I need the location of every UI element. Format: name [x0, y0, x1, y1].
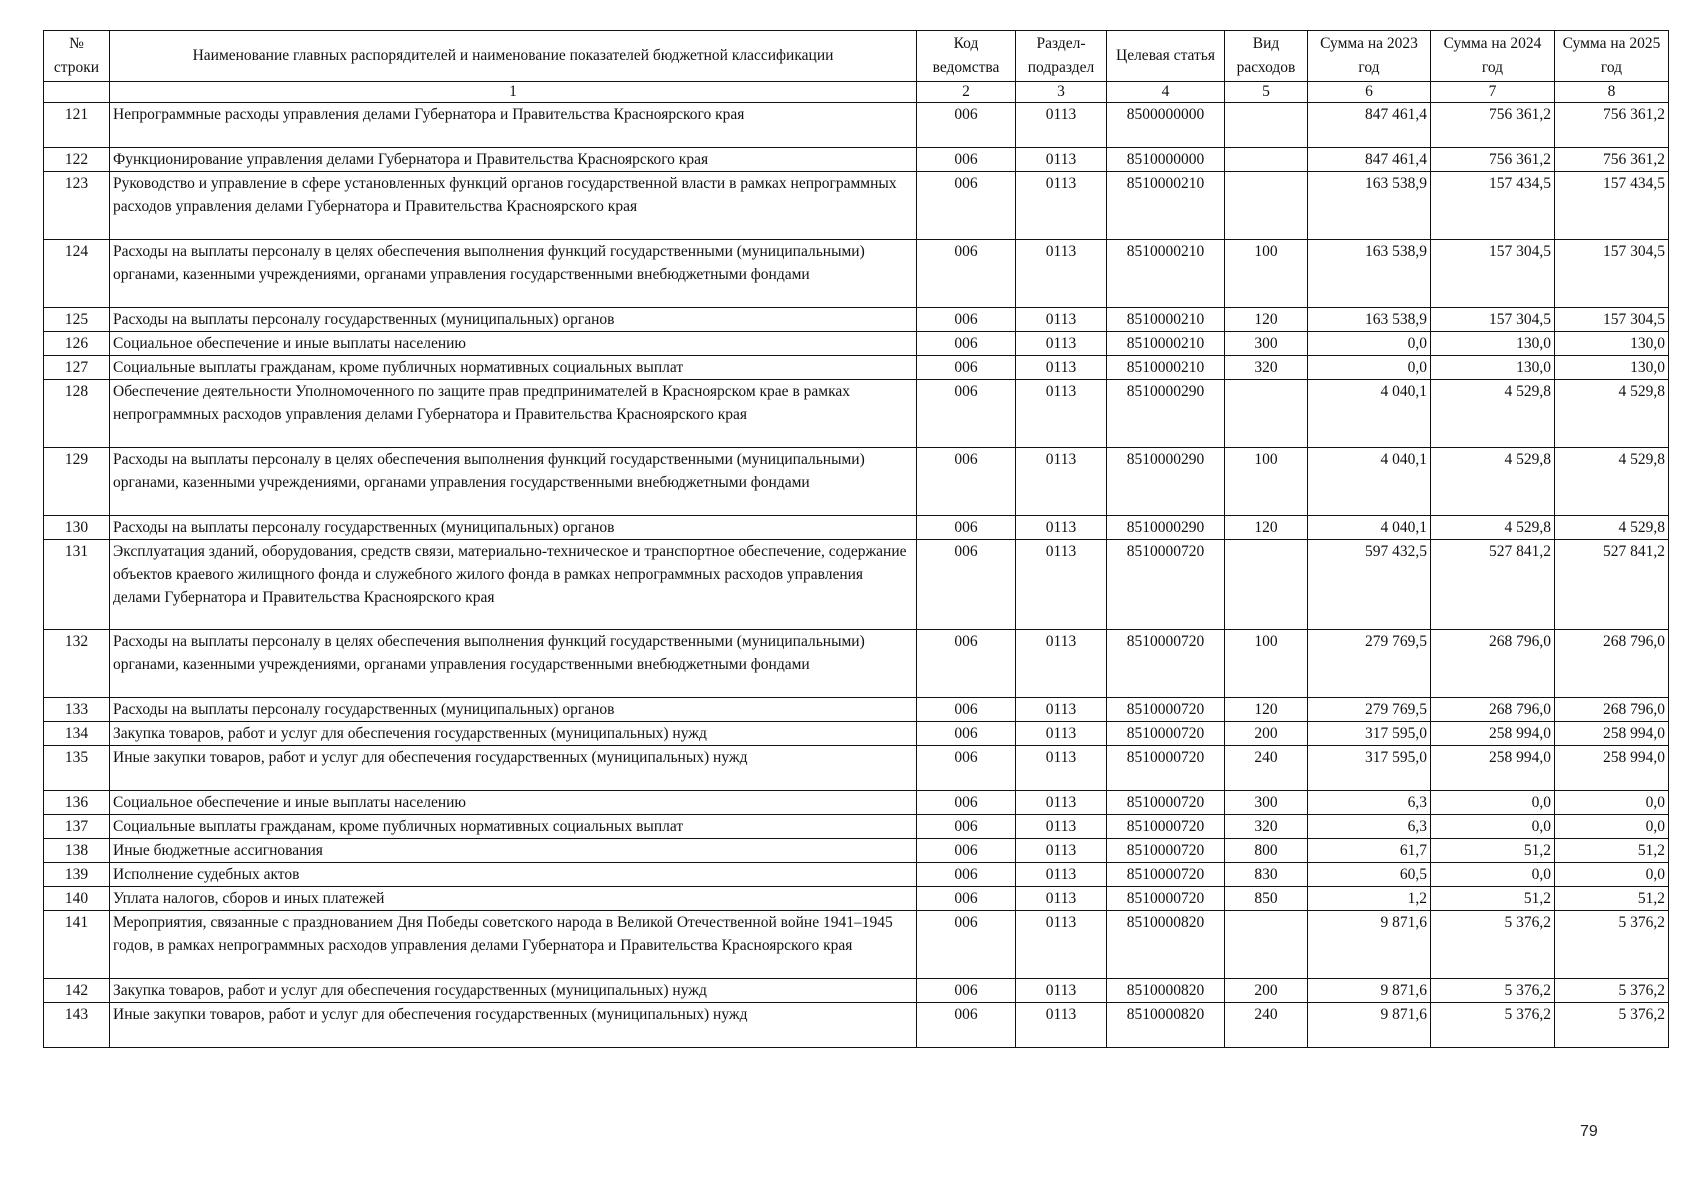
target-article: 8510000820	[1107, 979, 1225, 1003]
row-name: Функционирование управления делами Губернатора и Правительства Красноярского края	[110, 148, 917, 172]
target-article: 8510000720	[1107, 698, 1225, 722]
section-code: 0113	[1016, 356, 1107, 380]
target-article: 8510000720	[1107, 887, 1225, 911]
column-number: 2	[917, 82, 1016, 103]
target-article: 8510000290	[1107, 448, 1225, 516]
target-article: 8510000720	[1107, 630, 1225, 698]
sum-2023: 279 769,5	[1308, 698, 1431, 722]
section-code: 0113	[1016, 722, 1107, 746]
sum-2025: 258 994,0	[1555, 746, 1669, 791]
expense-type: 240	[1225, 1003, 1308, 1048]
expense-type: 850	[1225, 887, 1308, 911]
department-code: 006	[917, 698, 1016, 722]
target-article: 8510000210	[1107, 240, 1225, 308]
department-code: 006	[917, 172, 1016, 240]
row-name: Эксплуатация зданий, оборудования, средств связи, материально-техническое и транспортное обеспечение, содержание объектов краевого жилищного фонда и служебного жилого фонда в рамках непрограммных расходов управления делами Губернатора и Правительства Красноярского края	[110, 540, 917, 630]
row-number: 121	[44, 103, 110, 148]
sum-2025: 4 529,8	[1555, 448, 1669, 516]
header-name: Наименование главных распорядителей и наименование показателей бюджетной классификации	[110, 31, 917, 82]
section-code: 0113	[1016, 911, 1107, 979]
sum-2024: 258 994,0	[1431, 722, 1555, 746]
sum-2023: 163 538,9	[1308, 172, 1431, 240]
row-number: 128	[44, 380, 110, 448]
sum-2023: 9 871,6	[1308, 979, 1431, 1003]
row-name: Закупка товаров, работ и услуг для обеспечения государственных (муниципальных) нужд	[110, 979, 917, 1003]
sum-2024: 130,0	[1431, 356, 1555, 380]
row-name: Иные закупки товаров, работ и услуг для обеспечения государственных (муниципальных) нужд	[110, 746, 917, 791]
target-article: 8510000720	[1107, 746, 1225, 791]
row-name: Иные закупки товаров, работ и услуг для обеспечения государственных (муниципальных) нужд	[110, 1003, 917, 1048]
sum-2025: 5 376,2	[1555, 1003, 1669, 1048]
expense-type: 300	[1225, 791, 1308, 815]
department-code: 006	[917, 448, 1016, 516]
department-code: 006	[917, 815, 1016, 839]
table-row	[44, 722, 1669, 746]
section-code: 0113	[1016, 630, 1107, 698]
sum-2024: 0,0	[1431, 791, 1555, 815]
section-code: 0113	[1016, 887, 1107, 911]
row-number: 143	[44, 1003, 110, 1048]
table-row	[44, 380, 1669, 448]
header-section: Раздел-подраздел	[1016, 31, 1107, 82]
expense-type	[1225, 540, 1308, 630]
section-code: 0113	[1016, 698, 1107, 722]
sum-2023: 4 040,1	[1308, 380, 1431, 448]
column-number-row	[44, 82, 1669, 103]
column-number	[44, 82, 110, 103]
expense-type: 830	[1225, 863, 1308, 887]
sum-2023: 0,0	[1308, 332, 1431, 356]
row-number: 138	[44, 839, 110, 863]
row-number: 141	[44, 911, 110, 979]
department-code: 006	[917, 911, 1016, 979]
section-code: 0113	[1016, 746, 1107, 791]
header-sum-2025: Сумма на 2025 год	[1555, 31, 1669, 82]
row-name: Закупка товаров, работ и услуг для обеспечения государственных (муниципальных) нужд	[110, 722, 917, 746]
row-number: 131	[44, 540, 110, 630]
sum-2024: 0,0	[1431, 815, 1555, 839]
sum-2025: 5 376,2	[1555, 979, 1669, 1003]
department-code: 006	[917, 791, 1016, 815]
section-code: 0113	[1016, 839, 1107, 863]
expense-type: 100	[1225, 448, 1308, 516]
sum-2025: 0,0	[1555, 863, 1669, 887]
sum-2024: 130,0	[1431, 332, 1555, 356]
target-article: 8510000720	[1107, 863, 1225, 887]
expense-type	[1225, 172, 1308, 240]
section-code: 0113	[1016, 172, 1107, 240]
section-code: 0113	[1016, 540, 1107, 630]
expense-type: 120	[1225, 308, 1308, 332]
sum-2024: 268 796,0	[1431, 630, 1555, 698]
column-number: 8	[1555, 82, 1669, 103]
row-name: Социальные выплаты гражданам, кроме публичных нормативных социальных выплат	[110, 815, 917, 839]
table-row	[44, 1003, 1669, 1048]
sum-2025: 5 376,2	[1555, 911, 1669, 979]
section-code: 0113	[1016, 979, 1107, 1003]
expense-type: 100	[1225, 240, 1308, 308]
table-row	[44, 911, 1669, 979]
sum-2023: 61,7	[1308, 839, 1431, 863]
sum-2025: 51,2	[1555, 887, 1669, 911]
department-code: 006	[917, 863, 1016, 887]
sum-2023: 597 432,5	[1308, 540, 1431, 630]
table-row	[44, 746, 1669, 791]
department-code: 006	[917, 148, 1016, 172]
sum-2024: 0,0	[1431, 863, 1555, 887]
row-number: 137	[44, 815, 110, 839]
row-number: 136	[44, 791, 110, 815]
target-article: 8510000290	[1107, 516, 1225, 540]
sum-2024: 527 841,2	[1431, 540, 1555, 630]
row-number: 127	[44, 356, 110, 380]
sum-2024: 157 434,5	[1431, 172, 1555, 240]
department-code: 006	[917, 839, 1016, 863]
sum-2025: 157 434,5	[1555, 172, 1669, 240]
row-number: 126	[44, 332, 110, 356]
sum-2023: 847 461,4	[1308, 103, 1431, 148]
column-number: 7	[1431, 82, 1555, 103]
section-code: 0113	[1016, 240, 1107, 308]
sum-2023: 4 040,1	[1308, 516, 1431, 540]
section-code: 0113	[1016, 380, 1107, 448]
sum-2025: 268 796,0	[1555, 630, 1669, 698]
sum-2024: 756 361,2	[1431, 148, 1555, 172]
target-article: 8510000290	[1107, 380, 1225, 448]
table-row	[44, 887, 1669, 911]
sum-2023: 317 595,0	[1308, 722, 1431, 746]
sum-2024: 4 529,8	[1431, 380, 1555, 448]
target-article: 8510000000	[1107, 148, 1225, 172]
row-name: Уплата налогов, сборов и иных платежей	[110, 887, 917, 911]
table-row	[44, 356, 1669, 380]
sum-2023: 6,3	[1308, 815, 1431, 839]
row-number: 132	[44, 630, 110, 698]
target-article: 8510000210	[1107, 356, 1225, 380]
department-code: 006	[917, 332, 1016, 356]
section-code: 0113	[1016, 332, 1107, 356]
sum-2025: 0,0	[1555, 791, 1669, 815]
row-number: 134	[44, 722, 110, 746]
sum-2023: 317 595,0	[1308, 746, 1431, 791]
table-row	[44, 815, 1669, 839]
table-row	[44, 448, 1669, 516]
row-name: Социальные выплаты гражданам, кроме публичных нормативных социальных выплат	[110, 356, 917, 380]
target-article: 8510000210	[1107, 172, 1225, 240]
table-row	[44, 839, 1669, 863]
sum-2025: 268 796,0	[1555, 698, 1669, 722]
target-article: 8510000720	[1107, 791, 1225, 815]
expense-type	[1225, 380, 1308, 448]
sum-2023: 163 538,9	[1308, 240, 1431, 308]
section-code: 0113	[1016, 863, 1107, 887]
row-number: 133	[44, 698, 110, 722]
expense-type	[1225, 103, 1308, 148]
sum-2025: 0,0	[1555, 815, 1669, 839]
row-name: Расходы на выплаты персоналу государственных (муниципальных) органов	[110, 308, 917, 332]
column-number: 4	[1107, 82, 1225, 103]
row-name: Мероприятия, связанные с празднованием Дня Победы советского народа в Великой Отечественной войне 1941–1945 годов, в рамках непрограммных расходов управления делами Губернатора и Правительства Красноярского края	[110, 911, 917, 979]
sum-2024: 268 796,0	[1431, 698, 1555, 722]
table-row	[44, 791, 1669, 815]
target-article: 8510000720	[1107, 540, 1225, 630]
table-row	[44, 516, 1669, 540]
section-code: 0113	[1016, 308, 1107, 332]
department-code: 006	[917, 746, 1016, 791]
department-code: 006	[917, 630, 1016, 698]
row-name: Иные бюджетные ассигнования	[110, 839, 917, 863]
table-row	[44, 148, 1669, 172]
header-row-number: № строки	[44, 31, 110, 82]
row-number: 130	[44, 516, 110, 540]
department-code: 006	[917, 103, 1016, 148]
sum-2025: 51,2	[1555, 839, 1669, 863]
expense-type: 100	[1225, 630, 1308, 698]
column-number: 6	[1308, 82, 1431, 103]
budget-table	[43, 30, 1669, 1048]
table-row	[44, 979, 1669, 1003]
column-number: 5	[1225, 82, 1308, 103]
target-article: 8510000210	[1107, 308, 1225, 332]
sum-2024: 157 304,5	[1431, 308, 1555, 332]
sum-2024: 4 529,8	[1431, 516, 1555, 540]
sum-2025: 4 529,8	[1555, 380, 1669, 448]
sum-2024: 5 376,2	[1431, 1003, 1555, 1048]
row-number: 140	[44, 887, 110, 911]
sum-2023: 0,0	[1308, 356, 1431, 380]
sum-2024: 157 304,5	[1431, 240, 1555, 308]
department-code: 006	[917, 979, 1016, 1003]
sum-2023: 1,2	[1308, 887, 1431, 911]
department-code: 006	[917, 308, 1016, 332]
row-name: Руководство и управление в сфере установленных функций органов государственной власти в рамках непрограммных расходов управления делами Губернатора и Правительства Красноярского края	[110, 172, 917, 240]
table-header	[44, 31, 1669, 103]
section-code: 0113	[1016, 448, 1107, 516]
header-expense-type: Вид расходов	[1225, 31, 1308, 82]
section-code: 0113	[1016, 103, 1107, 148]
expense-type: 320	[1225, 815, 1308, 839]
row-number: 124	[44, 240, 110, 308]
table-row	[44, 332, 1669, 356]
sum-2025: 157 304,5	[1555, 308, 1669, 332]
row-number: 123	[44, 172, 110, 240]
section-code: 0113	[1016, 815, 1107, 839]
target-article: 8510000210	[1107, 332, 1225, 356]
department-code: 006	[917, 540, 1016, 630]
sum-2025: 130,0	[1555, 332, 1669, 356]
header-sum-2023: Сумма на 2023 год	[1308, 31, 1431, 82]
page-number: 79	[1580, 1123, 1598, 1140]
expense-type: 120	[1225, 516, 1308, 540]
row-name: Социальное обеспечение и иные выплаты населению	[110, 791, 917, 815]
row-name: Расходы на выплаты персоналу государственных (муниципальных) органов	[110, 698, 917, 722]
expense-type: 120	[1225, 698, 1308, 722]
department-code: 006	[917, 380, 1016, 448]
sum-2023: 163 538,9	[1308, 308, 1431, 332]
sum-2024: 5 376,2	[1431, 979, 1555, 1003]
table-row	[44, 103, 1669, 148]
sum-2025: 157 304,5	[1555, 240, 1669, 308]
sum-2024: 258 994,0	[1431, 746, 1555, 791]
sum-2025: 756 361,2	[1555, 103, 1669, 148]
header-row	[44, 31, 1669, 82]
sum-2025: 130,0	[1555, 356, 1669, 380]
department-code: 006	[917, 240, 1016, 308]
target-article: 8510000720	[1107, 722, 1225, 746]
sum-2024: 51,2	[1431, 839, 1555, 863]
row-number: 122	[44, 148, 110, 172]
row-name: Исполнение судебных актов	[110, 863, 917, 887]
header-target-article: Целевая статья	[1107, 31, 1225, 82]
row-number: 139	[44, 863, 110, 887]
section-code: 0113	[1016, 1003, 1107, 1048]
row-number: 135	[44, 746, 110, 791]
row-number: 125	[44, 308, 110, 332]
expense-type: 300	[1225, 332, 1308, 356]
sum-2025: 258 994,0	[1555, 722, 1669, 746]
table-row	[44, 540, 1669, 630]
sum-2023: 60,5	[1308, 863, 1431, 887]
sum-2025: 756 361,2	[1555, 148, 1669, 172]
row-name: Социальное обеспечение и иные выплаты населению	[110, 332, 917, 356]
sum-2023: 4 040,1	[1308, 448, 1431, 516]
sum-2023: 9 871,6	[1308, 1003, 1431, 1048]
row-number: 142	[44, 979, 110, 1003]
section-code: 0113	[1016, 516, 1107, 540]
sum-2024: 51,2	[1431, 887, 1555, 911]
department-code: 006	[917, 722, 1016, 746]
row-name: Расходы на выплаты персоналу в целях обеспечения выполнения функций государственными (муниципальными) органами, казенными учреждениями, органами управления государственными внебюджетными фондами	[110, 240, 917, 308]
target-article: 8510000720	[1107, 815, 1225, 839]
target-article: 8510000720	[1107, 839, 1225, 863]
sum-2024: 756 361,2	[1431, 103, 1555, 148]
department-code: 006	[917, 356, 1016, 380]
table-row	[44, 863, 1669, 887]
target-article: 8510000820	[1107, 911, 1225, 979]
expense-type	[1225, 148, 1308, 172]
row-name: Непрограммные расходы управления делами Губернатора и Правительства Красноярского края	[110, 103, 917, 148]
table-row	[44, 698, 1669, 722]
sum-2023: 6,3	[1308, 791, 1431, 815]
target-article: 8500000000	[1107, 103, 1225, 148]
department-code: 006	[917, 516, 1016, 540]
sum-2023: 847 461,4	[1308, 148, 1431, 172]
table-row	[44, 308, 1669, 332]
row-name: Обеспечение деятельности Уполномоченного по защите прав предпринимателей в Красноярском крае в рамках непрограммных расходов управления делами Губернатора и Правительства Красноярского края	[110, 380, 917, 448]
department-code: 006	[917, 887, 1016, 911]
expense-type: 200	[1225, 979, 1308, 1003]
table-row	[44, 630, 1669, 698]
row-name: Расходы на выплаты персоналу в целях обеспечения выполнения функций государственными (муниципальными) органами, казенными учреждениями, органами управления государственными внебюджетными фондами	[110, 448, 917, 516]
expense-type: 240	[1225, 746, 1308, 791]
table-body	[44, 103, 1669, 1048]
sum-2025: 527 841,2	[1555, 540, 1669, 630]
expense-type: 320	[1225, 356, 1308, 380]
expense-type: 800	[1225, 839, 1308, 863]
header-sum-2024: Сумма на 2024 год	[1431, 31, 1555, 82]
header-department-code: Код ведомства	[917, 31, 1016, 82]
table-row	[44, 172, 1669, 240]
sum-2023: 9 871,6	[1308, 911, 1431, 979]
row-number: 129	[44, 448, 110, 516]
sum-2024: 5 376,2	[1431, 911, 1555, 979]
sum-2023: 279 769,5	[1308, 630, 1431, 698]
row-name: Расходы на выплаты персоналу государственных (муниципальных) органов	[110, 516, 917, 540]
table-row	[44, 240, 1669, 308]
column-number: 1	[110, 82, 917, 103]
column-number: 3	[1016, 82, 1107, 103]
sum-2024: 4 529,8	[1431, 448, 1555, 516]
expense-type	[1225, 911, 1308, 979]
target-article: 8510000820	[1107, 1003, 1225, 1048]
department-code: 006	[917, 1003, 1016, 1048]
expense-type: 200	[1225, 722, 1308, 746]
sum-2025: 4 529,8	[1555, 516, 1669, 540]
section-code: 0113	[1016, 148, 1107, 172]
section-code: 0113	[1016, 791, 1107, 815]
row-name: Расходы на выплаты персоналу в целях обеспечения выполнения функций государственными (муниципальными) органами, казенными учреждениями, органами управления государственными внебюджетными фондами	[110, 630, 917, 698]
